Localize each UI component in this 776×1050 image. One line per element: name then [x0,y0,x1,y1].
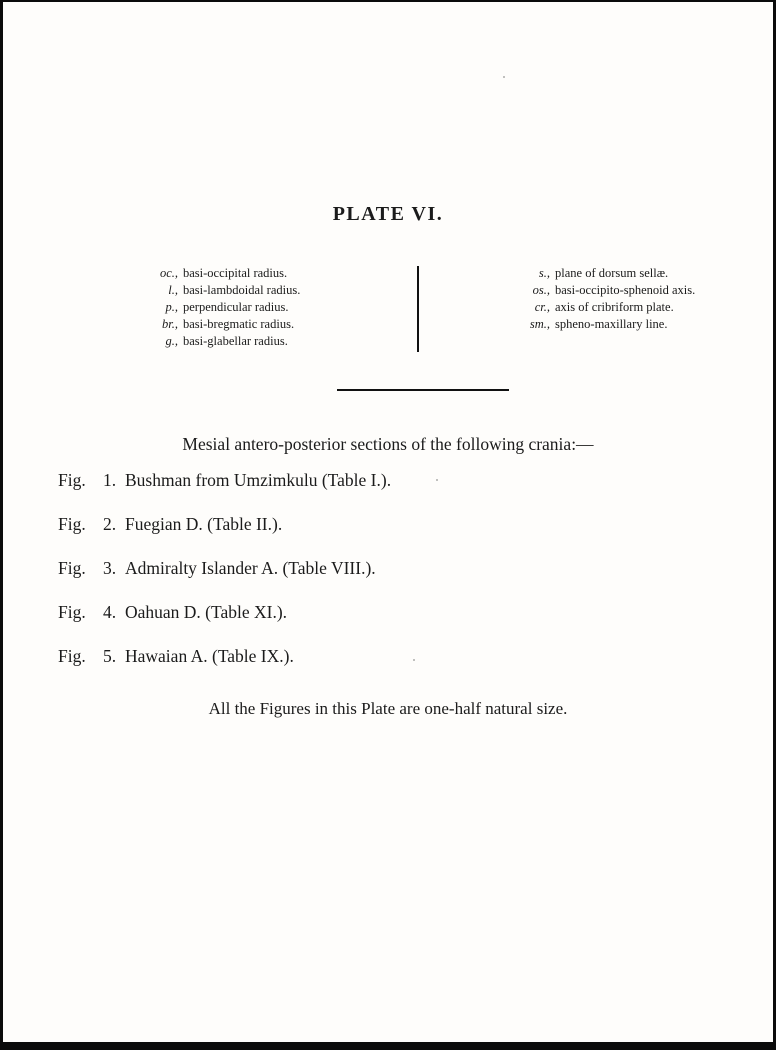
legend-row [523,299,695,316]
scan-speck [503,76,505,78]
legend-abbr: oc., [159,266,178,280]
figure-text: Hawaian A. (Table IX.). [125,646,294,666]
legend-desc: basi-glabellar radius. [183,334,288,348]
plate-title: PLATE VI. [332,203,444,225]
section-heading: Mesial antero-posterior sections of the following crania:— [182,434,594,454]
figure-row [58,604,733,622]
figure-text: Oahuan D. (Table XI.). [125,602,288,622]
legend-right-column [523,265,695,333]
figure-row [58,648,733,666]
legend-desc: basi-lambdoidal radius. [183,283,301,297]
legend-row [151,333,300,350]
legend-abbr: p., [165,300,178,314]
legend-abbr: l., [168,283,178,297]
separator-rule [337,389,509,391]
legend-row [151,265,300,282]
figure-list [58,472,733,666]
figure-text: Admiralty Islander A. (Table VIII.). [125,558,376,578]
legend-abbr: os., [532,283,550,297]
figure-label: Fig. [58,514,86,534]
legend-row [523,316,695,333]
legend-row [523,282,695,299]
legend-desc: basi-occipital radius. [183,266,288,280]
legend-abbr: sm., [529,317,550,331]
figure-number: 1. [103,470,117,490]
figure-label: Fig. [58,470,86,490]
legend-desc: plane of dorsum sellæ. [555,266,669,280]
figure-label: Fig. [58,558,86,578]
legend-abbr: cr., [534,300,550,314]
legend-divider-line [417,266,419,352]
legend-row [151,316,300,333]
legend-desc: axis of cribriform plate. [555,300,674,314]
legend-abbr: g., [165,334,178,348]
legend-desc: spheno-maxillary line. [555,317,668,331]
figure-label: Fig. [58,602,86,622]
legend-row [151,282,300,299]
figure-number: 2. [103,514,117,534]
figure-row [58,472,733,490]
legend-abbr: br., [162,317,178,331]
figure-text: Bushman from Umzimkulu (Table I.). [125,470,392,490]
legend-block [3,265,773,360]
figure-number: 3. [103,558,117,578]
footnote: All the Figures in this Plate are one-half natural size. [208,699,568,718]
figure-text: Fuegian D. (Table II.). [125,514,283,534]
legend-desc: basi-bregmatic radius. [183,317,295,331]
figure-number: 5. [103,646,117,666]
legend-desc: perpendicular radius. [183,300,289,314]
figure-row [58,516,733,534]
legend-row [151,299,300,316]
legend-row [523,265,695,282]
figure-label: Fig. [58,646,86,666]
figure-number: 4. [103,602,117,622]
legend-left-column [151,265,300,350]
figure-row [58,560,733,578]
legend-abbr: s., [538,266,550,280]
legend-desc: basi-occipito-sphenoid axis. [555,283,696,297]
